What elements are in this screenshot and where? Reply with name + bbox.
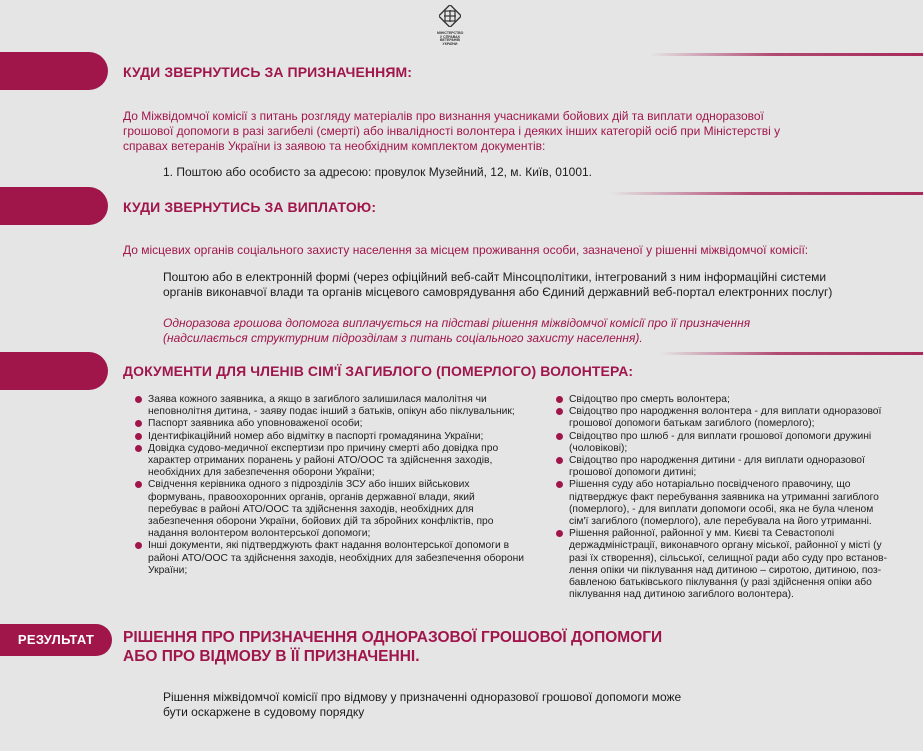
section2-intro: До місцевих органів соціального захисту населення за місцем проживання особи, зазначеної у рішенні міжвідомчої комісії: — [123, 243, 809, 257]
list-item: Рішення районної, районної у мм. Києві та Севастополі держадміністрації, виконавчого органу міської, районної у місті (у разі їх створення), сільської, селищної ради або суду про встанов-лення опіки чи піклування над дитиною – сиротою, дитиною, поз-бавленою батьківського піклування (у разі здійснення опіки або піклування над дитиною загиблого волонтера). — [555, 528, 895, 601]
list-item: Свідоцтво про народження волонтера - для виплати одноразової грошової допомоги батькам загиблого (померлого); — [555, 406, 895, 430]
section3-rule — [660, 352, 923, 355]
section1-intro: До Міжвідомчої комісії з питань розгляду матеріалів про визнання учасниками бойових дій та виплати одноразової грошової допомоги в разі загибелі (смерті) або інвалідності волонтера і деяких інших категорій осіб при Міністерстві у справах ветеранів України із заявою та необхідним комплектом документів: — [123, 109, 781, 153]
section2-note: Одноразова грошова допомога виплачується на підставі рішення міжвідомчої комісії про її призначення (надсилається структурним підрозділам з питань соціального захисту населення). — [163, 316, 751, 345]
list-item: Довідка судово-медичної експертизи про причину смерті або довідка про характер отриманих поранень у районі АТО/ООС та здійснення заходів, необхідних для забезпечення оборони України; — [134, 443, 526, 480]
result-body: Рішення міжвідомчої комісії про відмову у призначенні одноразової грошової допомоги може бути оскаржене в судовому порядку — [163, 690, 682, 719]
list-item: Ідентифікаційний номер або відмітку в паспорті громадянина України; — [134, 431, 526, 443]
list-item: Свідчення керівника одного з підрозділів ЗСУ або інших військових формувань, правоохоронних органів, органів державної влади, який перебуває в районі АТО/ООС та здійснення заходів, необхідних для забезпечення оборони України, бойових дій та збройних конфліктів, про надання волонтером волонтерської допомоги; — [134, 479, 526, 540]
ministry-emblem-icon — [439, 5, 461, 27]
section1-address: 1. Поштою або особисто за адресою: провулок Музейний, 12, м. Київ, 01001. — [163, 165, 592, 179]
section2-tab — [0, 187, 108, 225]
list-item: Рішення суду або нотаріально посвідченого правочину, що підтверджує факт перебування заявника на утриманні загиблого (померлого), - для виплати допомоги особі, яка не була членом сім'ї загиблого (померлого), але перебувала на його утриманні. — [555, 479, 895, 528]
logo-text: МІНІСТЕРСТВО У СПРАВАХ ВЕТЕРАНІВ УКРАЇНИ — [437, 31, 464, 46]
result-tab — [0, 624, 112, 656]
left-documents-list — [134, 394, 526, 577]
list-item: Паспорт заявника або уповноваженої особи; — [134, 418, 526, 430]
section2-body: Поштою або в електронній формі (через офіційний веб-сайт Мінсоцполітики, інтегрований з ним інформаційні системи органів виконавчої влади та органів місцевого самоврядування або Єдиний державний веб-портал електронних послуг) — [163, 270, 833, 299]
list-item: Свідоцтво про народження дитини - для виплати одноразової грошової допомоги дитині; — [555, 455, 895, 479]
section3-tab — [0, 352, 108, 390]
section1-rule — [650, 53, 923, 56]
section1-heading: КУДИ ЗВЕРНУТИСЬ ЗА ПРИЗНАЧЕННЯМ: — [123, 64, 413, 80]
list-item: Інші документи, які підтверджують факт надання волонтерської допомоги в районі АТО/ООС та здійснення заходів, необхідних для забезпечення оборони України; — [134, 540, 526, 577]
ministry-logo — [437, 5, 463, 45]
section3-heading: ДОКУМЕНТИ ДЛЯ ЧЛЕНІВ СІМ'Ї ЗАГИБЛОГО (ПОМЕРЛОГО) ВОЛОНТЕРА: — [123, 363, 634, 379]
section2-rule — [610, 192, 923, 195]
section1-tab — [0, 52, 108, 90]
list-item: Свідоцтво про смерть волонтера; — [555, 394, 895, 406]
right-documents-list — [555, 394, 895, 601]
result-heading: РІШЕННЯ ПРО ПРИЗНАЧЕННЯ ОДНОРАЗОВОЇ ГРОШОВОЇ ДОПОМОГИ АБО ПРО ВІДМОВУ В ЇЇ ПРИЗНАЧЕННІ. — [123, 629, 663, 665]
list-item: Свідоцтво про шлюб - для виплати грошової допомоги дружині (чоловікові); — [555, 431, 895, 455]
result-label: РЕЗУЛЬТАТ — [17, 632, 95, 647]
section2-heading: КУДИ ЗВЕРНУТИСЬ ЗА ВИПЛАТОЮ: — [123, 199, 377, 215]
list-item: Заява кожного заявника, а якщо в загиблого залишилася малолітня чи неповнолітня дитина, - заяву подає інший з батьків, опікун або піклувальник; — [134, 394, 526, 418]
